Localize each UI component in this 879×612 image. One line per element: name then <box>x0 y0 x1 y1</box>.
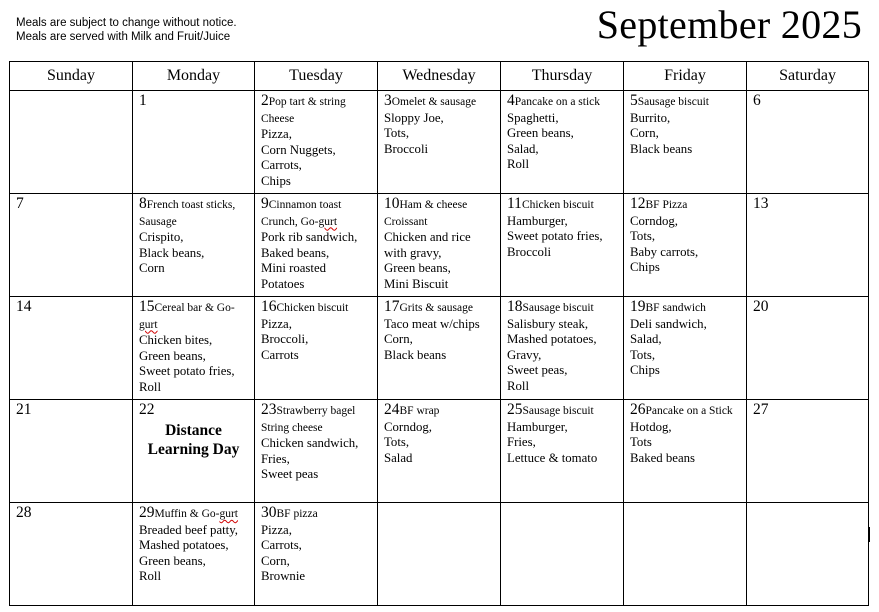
day-cell <box>747 297 869 400</box>
week-row <box>10 503 869 606</box>
lunch-item: Black beans <box>630 141 693 156</box>
day-number: 24 <box>384 401 400 418</box>
lunch-item: Mashed potatoes, <box>507 332 597 346</box>
lunch-item: Black beans <box>384 347 447 362</box>
day-heading <box>384 402 494 420</box>
lunch-item: Corn <box>139 261 165 275</box>
header-saturday: Saturday <box>747 62 869 91</box>
day-heading <box>753 93 862 110</box>
day-cell <box>133 194 255 297</box>
lunch-item: Spaghetti, <box>507 110 559 125</box>
day-content <box>747 297 868 399</box>
lunch-item: Carrots, <box>261 158 302 172</box>
lunch-item: Deli sandwich, <box>630 316 707 331</box>
lunch-item: Green beans, <box>507 126 574 140</box>
day-cell <box>501 503 624 606</box>
text-cursor-mark <box>869 527 870 542</box>
lunch-item: Baked beans, <box>261 245 330 260</box>
note-change: Meals are subject to change without notice. <box>16 17 237 29</box>
day-cell <box>378 194 501 297</box>
breakfast-item: Strawberry bagel String cheese <box>261 405 356 434</box>
day-cell <box>624 194 747 297</box>
spellcheck-flag: gurt <box>219 508 238 520</box>
lunch-item: Roll <box>507 378 530 393</box>
lunch-item: Mini roasted Potatoes <box>261 261 327 291</box>
day-cell <box>624 297 747 400</box>
day-number: 18 <box>507 298 523 315</box>
lunch-item: Roll <box>139 379 162 394</box>
day-content <box>378 91 500 193</box>
day-cell <box>747 400 869 503</box>
day-heading <box>261 93 371 127</box>
day-content <box>747 400 868 502</box>
lunch-item: Broccoli <box>384 141 429 156</box>
lunch-item: Breaded beef patty, <box>139 522 239 537</box>
day-heading <box>753 299 862 316</box>
breakfast-item: BF sandwich <box>645 302 706 314</box>
lunch-item: Mashed potatoes, <box>139 538 229 552</box>
day-content <box>10 91 132 193</box>
day-content <box>378 297 500 399</box>
day-content <box>255 194 377 296</box>
day-heading <box>16 299 126 316</box>
lunch-item: Brownie <box>261 569 306 583</box>
day-number: 13 <box>753 195 769 212</box>
lunch-item: Carrots, <box>261 538 302 552</box>
lunch-item: Green beans, <box>139 553 206 568</box>
day-cell <box>378 400 501 503</box>
day-content <box>10 503 132 605</box>
week-row <box>10 91 869 194</box>
lunch-item: Chicken sandwich, <box>261 436 359 450</box>
day-cell <box>255 91 378 194</box>
lunch-item: Burrito, <box>630 110 671 125</box>
breakfast-item: Cereal bar & Go-gurt <box>139 302 235 331</box>
day-cell <box>133 400 255 503</box>
breakfast-item: Chicken biscuit <box>276 302 349 314</box>
lunch-item: Broccoli <box>507 244 552 259</box>
header-friday: Friday <box>624 62 747 91</box>
day-content <box>133 400 254 502</box>
day-content <box>747 503 868 605</box>
day-content <box>624 400 746 502</box>
menu-notes <box>16 16 237 44</box>
day-content <box>133 194 254 296</box>
day-heading <box>261 196 371 230</box>
day-number: 30 <box>261 504 277 521</box>
day-content <box>378 194 500 296</box>
day-cell <box>133 297 255 400</box>
breakfast-item: French toast sticks, Sausage <box>139 199 236 228</box>
lunch-item: Hamburger, <box>507 213 568 228</box>
lunch-item: Lettuce & tomato <box>507 450 598 465</box>
day-cell <box>10 297 133 400</box>
breakfast-item: Sausage biscuit <box>637 96 709 108</box>
lunch-item: Baby carrots, <box>630 244 699 259</box>
day-content <box>255 503 377 605</box>
day-content <box>10 297 132 399</box>
day-heading <box>16 505 126 522</box>
day-content <box>255 297 377 399</box>
day-heading <box>384 299 494 317</box>
lunch-item: Roll <box>139 569 162 583</box>
day-cell <box>501 194 624 297</box>
day-number: 12 <box>630 195 646 212</box>
day-number: 2 <box>261 92 269 109</box>
day-content <box>624 91 746 193</box>
lunch-item: Broccoli, <box>261 332 309 346</box>
day-content <box>624 194 746 296</box>
day-content <box>501 297 623 399</box>
breakfast-item: BF Pizza <box>645 199 688 211</box>
day-number: 10 <box>384 195 400 212</box>
day-cell <box>501 91 624 194</box>
breakfast-item: BF wrap <box>399 405 440 417</box>
day-heading <box>507 402 617 420</box>
day-number: 5 <box>630 92 638 109</box>
day-heading <box>507 93 617 111</box>
lunch-item: Tots, <box>384 435 410 449</box>
lunch-item: Chicken bites, <box>139 333 213 347</box>
day-cell <box>255 400 378 503</box>
day-heading <box>630 93 740 111</box>
lunch-item: Corn, <box>630 126 659 140</box>
lunch-item: Pizza, <box>261 522 292 537</box>
breakfast-item: Ham & cheese Croissant <box>384 199 468 228</box>
month-title: September 2025 <box>596 2 862 47</box>
lunch-item: Pizza, <box>261 316 292 331</box>
day-number: 22 <box>139 401 155 418</box>
day-number: 14 <box>16 298 32 315</box>
week-row <box>10 297 869 400</box>
day-cell <box>624 503 747 606</box>
day-heading <box>139 505 248 523</box>
lunch-item: Hotdog, <box>630 419 672 434</box>
day-heading <box>261 402 371 436</box>
breakfast-item: Cinnamon toast Crunch, Go-gurt <box>261 199 342 228</box>
spellcheck-flag: gurt <box>139 318 158 331</box>
day-heading <box>261 299 371 317</box>
day-content <box>255 400 377 502</box>
day-content <box>501 91 623 193</box>
lunch-item: Pizza, <box>261 127 292 141</box>
day-cell <box>133 91 255 194</box>
day-content <box>624 297 746 399</box>
day-heading <box>630 299 740 317</box>
breakfast-item: Grits & sausage <box>399 302 473 314</box>
day-number: 8 <box>139 195 147 212</box>
day-heading <box>139 299 248 333</box>
lunch-item: Chicken and rice with gravy, <box>384 230 471 260</box>
lunch-item: Sloppy Joe, <box>384 110 444 125</box>
day-cell <box>255 503 378 606</box>
day-number: 7 <box>16 195 24 212</box>
day-number: 15 <box>139 298 155 315</box>
lunch-item: Tots, <box>384 126 410 140</box>
lunch-item: Pork rib sandwich, <box>261 230 358 244</box>
day-heading <box>753 402 862 419</box>
day-content <box>501 503 623 605</box>
lunch-item: Sweet peas <box>261 467 319 481</box>
lunch-item: Sweet potato fries, <box>507 229 603 243</box>
day-cell <box>378 297 501 400</box>
day-heading <box>753 196 862 213</box>
day-cell <box>378 503 501 606</box>
day-cell <box>10 400 133 503</box>
day-number: 4 <box>507 92 515 109</box>
day-heading <box>139 402 248 419</box>
day-heading <box>507 196 617 214</box>
day-heading <box>630 196 740 214</box>
day-heading <box>630 402 740 420</box>
day-number: 25 <box>507 401 523 418</box>
breakfast-item: Pancake on a stick <box>514 96 601 108</box>
header-thursday: Thursday <box>501 62 624 91</box>
lunch-item: Sweet potato fries, <box>139 364 235 378</box>
day-cell <box>624 91 747 194</box>
distance-learning-note: Distance Learning Day <box>147 421 240 458</box>
day-cell <box>747 503 869 606</box>
day-heading <box>507 299 617 317</box>
day-content <box>378 400 500 502</box>
day-number: 6 <box>753 92 761 109</box>
lunch-item: Salad, <box>630 332 662 346</box>
day-content <box>10 400 132 502</box>
day-content <box>255 91 377 193</box>
lunch-item: Chips <box>630 363 660 377</box>
day-heading <box>139 196 248 230</box>
lunch-item: Baked beans <box>630 450 696 465</box>
lunch-item: Taco meat w/chips <box>384 316 480 331</box>
day-heading <box>139 93 248 110</box>
lunch-item: Mini Biscuit <box>384 276 449 291</box>
lunch-item: Corn, <box>384 332 413 346</box>
day-content <box>133 297 254 399</box>
day-number: 27 <box>753 401 769 418</box>
day-cell <box>747 194 869 297</box>
day-cell <box>501 400 624 503</box>
lunch-item: Salad <box>384 450 413 465</box>
lunch-item: Tots <box>630 435 652 449</box>
day-cell <box>133 503 255 606</box>
lunch-item: Tots, <box>630 347 656 362</box>
day-heading <box>384 93 494 111</box>
lunch-item: Roll <box>507 157 530 171</box>
day-heading <box>16 196 126 213</box>
week-row <box>10 400 869 503</box>
day-number: 19 <box>630 298 646 315</box>
day-cell <box>10 91 133 194</box>
lunch-item: Tots, <box>630 229 656 243</box>
day-cell <box>624 400 747 503</box>
day-cell <box>501 297 624 400</box>
lunch-item: Chips <box>261 173 291 188</box>
day-content <box>378 503 500 605</box>
lunch-item: Sweet peas, <box>507 363 568 377</box>
day-content <box>133 503 254 605</box>
day-number: 29 <box>139 504 155 521</box>
day-number: 3 <box>384 92 392 109</box>
week-row <box>10 194 869 297</box>
breakfast-item: Omelet & sausage <box>391 96 477 108</box>
lunch-item: Fries, <box>261 451 290 466</box>
lunch-item: Carrots <box>261 347 299 362</box>
breakfast-item: Sausage biscuit <box>522 405 594 417</box>
lunch-item: Corn, <box>261 553 290 568</box>
day-number: 23 <box>261 401 277 418</box>
lunch-item: Black beans, <box>139 245 205 260</box>
lunch-item: Chips <box>630 260 660 274</box>
spellcheck-flag: gurt <box>318 215 338 228</box>
breakfast-item: BF pizza <box>276 508 318 520</box>
day-number: 16 <box>261 298 277 315</box>
day-number: 11 <box>507 195 522 212</box>
day-cell <box>747 91 869 194</box>
lunch-item: Green beans, <box>384 261 451 275</box>
header-wednesday: Wednesday <box>378 62 501 91</box>
day-number: 26 <box>630 401 646 418</box>
lunch-item: Fries, <box>507 435 536 449</box>
day-cell <box>255 297 378 400</box>
lunch-item: Salad, <box>507 141 539 156</box>
day-number: 9 <box>261 195 269 212</box>
lunch-item: Corn Nuggets, <box>261 142 336 157</box>
weekday-header-row <box>10 62 869 91</box>
day-content <box>501 194 623 296</box>
breakfast-item: Muffin & Go-gurt <box>154 508 238 520</box>
lunch-item: Crispito, <box>139 230 184 244</box>
lunch-item: Salisbury steak, <box>507 316 589 331</box>
breakfast-item: Sausage biscuit <box>522 302 594 314</box>
day-cell <box>10 503 133 606</box>
lunch-item: Corndog, <box>630 213 678 228</box>
day-heading <box>384 196 494 230</box>
day-cell <box>10 194 133 297</box>
day-number: 20 <box>753 298 769 315</box>
day-cell <box>255 194 378 297</box>
lunch-item: Green beans, <box>139 348 206 363</box>
calendar-table <box>9 61 869 606</box>
day-content <box>747 194 868 296</box>
day-number: 28 <box>16 504 32 521</box>
day-number: 21 <box>16 401 32 418</box>
day-content <box>624 503 746 605</box>
day-content <box>133 91 254 193</box>
breakfast-item: Pop tart & string Cheese <box>261 96 346 125</box>
note-milk-fruit: Meals are served with Milk and Fruit/Juice <box>16 31 231 43</box>
lunch-item: Corndog, <box>384 419 432 434</box>
day-content <box>501 400 623 502</box>
day-cell <box>378 91 501 194</box>
day-number: 17 <box>384 298 400 315</box>
day-number: 1 <box>139 92 147 109</box>
breakfast-item: Chicken biscuit <box>521 199 594 211</box>
header-tuesday: Tuesday <box>255 62 378 91</box>
header-sunday: Sunday <box>10 62 133 91</box>
day-heading <box>261 505 371 523</box>
day-content <box>10 194 132 296</box>
header-monday: Monday <box>133 62 255 91</box>
day-heading <box>16 402 126 419</box>
breakfast-item: Pancake on a Stick <box>645 405 733 417</box>
day-content <box>747 91 868 193</box>
lunch-item: Gravy, <box>507 347 542 362</box>
lunch-item: Hamburger, <box>507 419 568 434</box>
